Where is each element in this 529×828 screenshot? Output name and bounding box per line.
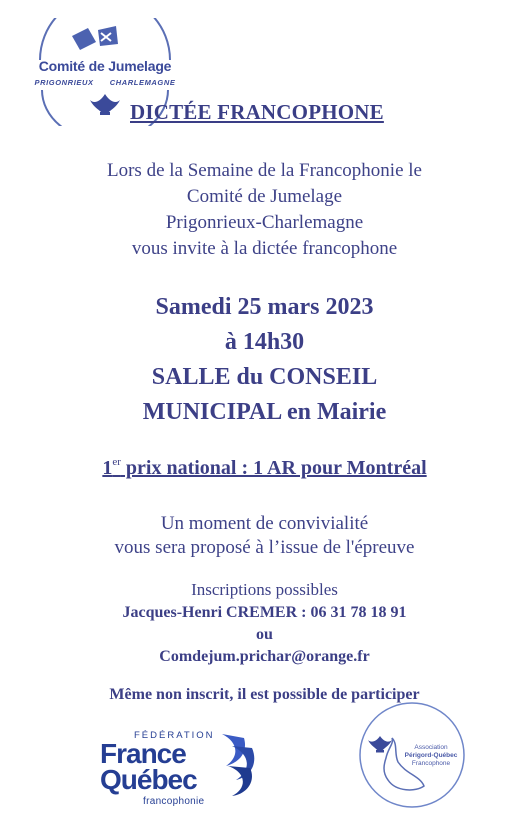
assoc-line-2: Périgord-Québec xyxy=(404,752,458,759)
logo-subtitle xyxy=(30,78,180,87)
ffq-federation-label: FÉDÉRATION xyxy=(134,730,215,741)
moment-line-1: Un moment de convivialité xyxy=(160,513,369,534)
event-place-line-1: SALLE du CONSEIL xyxy=(151,364,378,390)
france-quebec-logo xyxy=(100,728,260,813)
registration-contact xyxy=(0,602,529,668)
prize-text: prix national : 1 AR pour Montréal xyxy=(120,457,427,479)
prize-rank-suffix: er xyxy=(112,456,121,468)
intro-paragraph xyxy=(0,158,529,262)
intro-line-1: Lors de la Semaine de la Francophonie le xyxy=(107,160,422,181)
logo-title: Comité de Jumelage xyxy=(38,58,172,74)
convivial-moment xyxy=(0,512,529,560)
ffq-wave-icon xyxy=(218,732,258,802)
logo-subtitle-right: CHARLEMAGNE xyxy=(109,78,176,87)
registration-label: Inscriptions possibles xyxy=(191,580,338,599)
perigord-quebec-logo xyxy=(358,700,466,810)
assoc-line-1: Association xyxy=(414,744,448,751)
page-title: DICTÉE FRANCOPHONE xyxy=(130,100,384,124)
contact-phone: Jacques-Henri CREMER : 06 31 78 18 91 xyxy=(122,604,407,621)
event-date: Samedi 25 mars 2023 xyxy=(155,294,374,320)
event-details xyxy=(0,290,529,430)
participation-note: Même non inscrit, il est possible de participer xyxy=(109,686,420,703)
event-time: à 14h30 xyxy=(224,329,305,355)
prize-announcement xyxy=(0,456,529,480)
contact-email[interactable]: Comdejum.prichar@orange.fr xyxy=(159,648,370,665)
ffq-francophonie-label: francophonie xyxy=(143,796,205,807)
prize-rank-number: 1 xyxy=(102,457,113,479)
moment-line-2: vous sera proposé à l’issue de l'épreuve xyxy=(114,537,415,558)
assoc-line-3: Francophone xyxy=(411,760,451,767)
logo-subtitle-left: PRIGONRIEUX xyxy=(34,78,94,87)
intro-line-3: Prigonrieux-Charlemagne xyxy=(165,212,364,233)
ffq-france-label: France xyxy=(100,738,186,769)
intro-line-4: vous invite à la dictée francophone xyxy=(131,238,398,259)
contact-or: ou xyxy=(256,626,273,643)
ffq-quebec-label: Québec xyxy=(100,764,197,795)
intro-line-2: Comité de Jumelage xyxy=(186,186,343,207)
event-place-line-2: MUNICIPAL en Mairie xyxy=(142,399,387,425)
